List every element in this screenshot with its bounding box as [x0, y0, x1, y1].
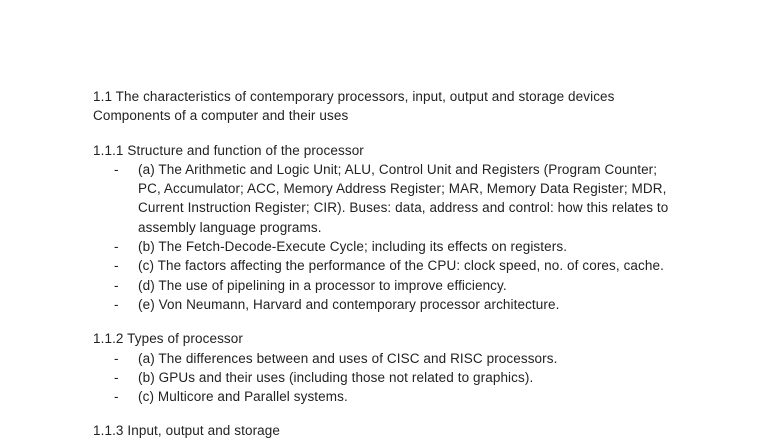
bullet-line: Current Instruction Register; CIR). Buses: data, address and control: how this relates to — [138, 200, 669, 216]
bullet-item — [93, 256, 744, 275]
bullet-item — [93, 276, 744, 295]
bullet-text — [138, 160, 744, 237]
spec-section — [93, 421, 744, 440]
bullet-dash: - — [114, 389, 119, 405]
bullet-text — [138, 368, 744, 387]
bullet-text — [138, 237, 744, 256]
bullet-item — [93, 349, 744, 368]
bullet-text — [138, 295, 744, 314]
bullet-line: (b) The Fetch-Decode-Execute Cycle; including its effects on registers. — [138, 239, 568, 255]
bullet-line: (e) Von Neumann, Harvard and contemporary processor architecture. — [138, 296, 560, 312]
bullet-item — [93, 160, 744, 237]
bullet-line: (c) The factors affecting the performance of the CPU: clock speed, no. of cores, cache. — [138, 258, 664, 274]
spec-section — [93, 329, 744, 406]
document-content — [93, 87, 744, 441]
bullet-line: (c) Multicore and Parallel systems. — [138, 389, 348, 405]
bullet-dash: - — [114, 277, 119, 293]
section-heading: 1.1.3 Input, output and storage — [93, 423, 280, 439]
bullet-text — [138, 387, 744, 406]
bullet-dash: - — [114, 369, 119, 385]
spec-section — [93, 141, 744, 315]
bullet-text — [138, 256, 744, 275]
paragraph-line: 1.1 The characteristics of contemporary processors, input, output and storage devices — [93, 89, 615, 104]
bullet-line: PC, Accumulator; ACC, Memory Address Register; MAR, Memory Data Register; MDR, — [138, 181, 667, 197]
bullet-line: (a) The Arithmetic and Logic Unit; ALU, Control Unit and Registers (Program Counter; — [138, 161, 658, 177]
bullet-text — [138, 349, 744, 368]
bullet-item — [93, 237, 744, 256]
bullet-item — [93, 295, 744, 314]
bullet-line: assembly language programs. — [138, 219, 322, 235]
bullet-item — [93, 387, 744, 406]
section-heading: 1.1.2 Types of processor — [93, 331, 243, 347]
bullet-item — [93, 368, 744, 387]
bullet-dash: - — [114, 296, 119, 312]
paragraph-line: Components of a computer and their uses — [93, 108, 349, 124]
bullet-line: (b) GPUs and their uses (including those not related to graphics). — [138, 369, 534, 385]
bullet-dash: - — [114, 350, 119, 366]
section-heading: 1.1.1 Structure and function of the processor — [93, 142, 364, 158]
bullet-line: (d) The use of pipelining in a processor to improve efficiency. — [138, 277, 507, 293]
bullet-text — [138, 276, 744, 295]
bullet-dash: - — [114, 161, 119, 177]
intro-paragraph — [93, 87, 744, 126]
bullet-dash: - — [114, 239, 119, 255]
bullet-dash: - — [114, 258, 119, 274]
bullet-line: (a) The differences between and uses of CISC and RISC processors. — [138, 350, 558, 366]
